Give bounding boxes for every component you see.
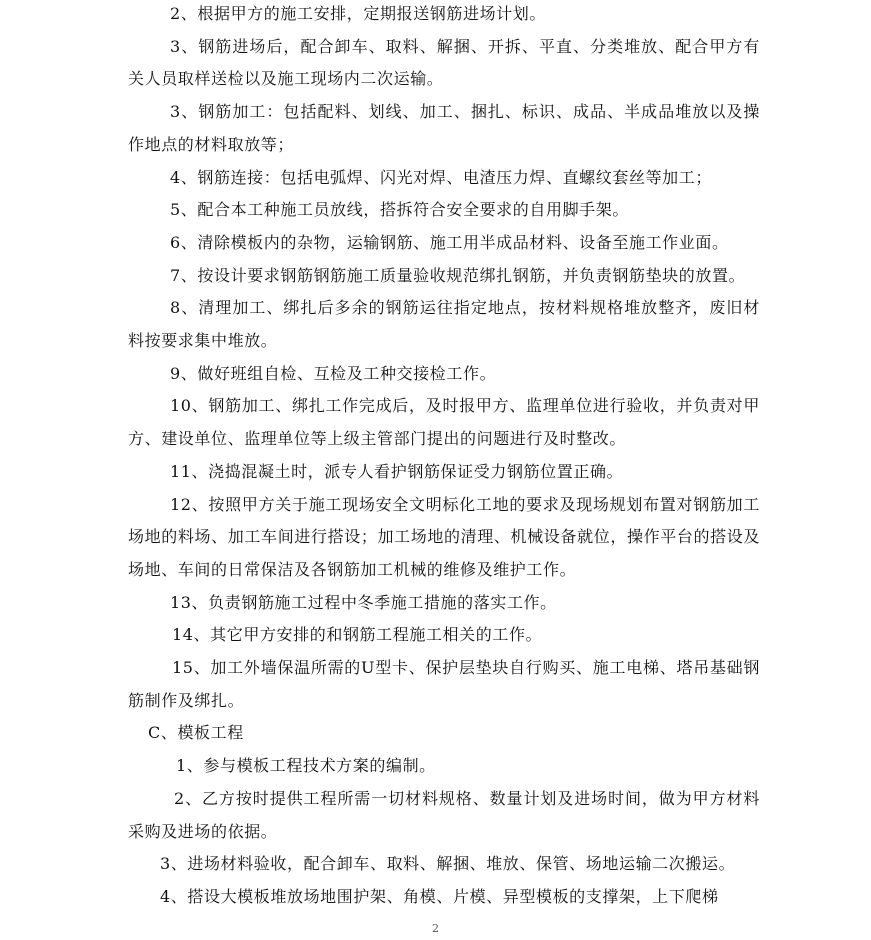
paragraph: 2、根据甲方的施工安排，定期报送钢筋进场计划。 [170,4,546,23]
paragraph: 3、进场材料验收，配合卸车、取料、解捆、堆放、保管、场地运输二次搬运。 [160,854,736,874]
page-number: 2 [432,922,439,935]
paragraph: 12、按照甲方关于施工现场安全文明标化工地的要求及现场规划布置对钢筋加工场地的料场、加工车间进行搭设；加工场地的清理、机械设备就位，操作平台的搭设及场地、车间的日常保洁及各钢筋加工机械的维修及维护工作。 [128,494,760,579]
paragraph: 3、钢筋加工：包括配料、划线、加工、捆扎、标识、成品、半成品堆放以及操作地点的材料取放等； [128,102,760,154]
paragraph: 2、乙方按时提供工程所需一切材料规格、数量计划及进场时间，做为甲方材料采购及进场的依据。 [128,788,760,841]
paragraph: 8、清理加工、绑扎后多余的钢筋运往指定地点，按材料规格堆放整齐，废旧材料按要求集中堆放。 [128,298,760,351]
paragraph: 3、钢筋进场后，配合卸车、取料、解捆、开拆、平直、分类堆放、配合甲方有关人员取样送检以及施工现场内二次运输。 [128,36,760,89]
document-body [128,0,760,914]
paragraph: 4、搭设大模板堆放场地围护架、角模、片模、异型模板的支撑架，上下爬梯 [160,886,719,906]
paragraph: 14、其它甲方安排的和钢筋工程施工相关的工作。 [172,625,543,645]
paragraph: 6、清除模板内的杂物，运输钢筋、施工用半成品材料、设备至施工作业面。 [170,232,729,252]
paragraph: 11、浇捣混凝土时，派专人看护钢筋保证受力钢筋位置正确。 [170,461,624,481]
paragraph: 13、负责钢筋施工过程中冬季施工措施的落实工作。 [170,592,557,612]
paragraph: 5、配合本工种施工员放线，搭拆符合安全要求的自用脚手架。 [170,200,629,220]
paragraph: 4、钢筋连接：包括电弧焊、闪光对焊、电渣压力焊、直螺纹套丝等加工； [170,167,712,187]
section-heading: C、模板工程 [148,723,244,743]
paragraph: 9、做好班组自检、互检及工种交接检工作。 [170,363,497,383]
paragraph: 15、加工外墙保温所需的U型卡、保护层垫块自行购买、施工电梯、塔吊基础钢筋制作及绑扎。 [128,658,760,710]
paragraph: 7、按设计要求钢筋钢筋施工质量验收规范绑扎钢筋，并负责钢筋垫块的放置。 [170,265,746,285]
paragraph: 1、参与模板工程技术方案的编制。 [176,756,436,776]
paragraph: 10、钢筋加工、绑扎工作完成后，及时报甲方、监理单位进行验收，并负责对甲方、建设单位、监理单位等上级主管部门提出的问题进行及时整改。 [128,396,760,449]
